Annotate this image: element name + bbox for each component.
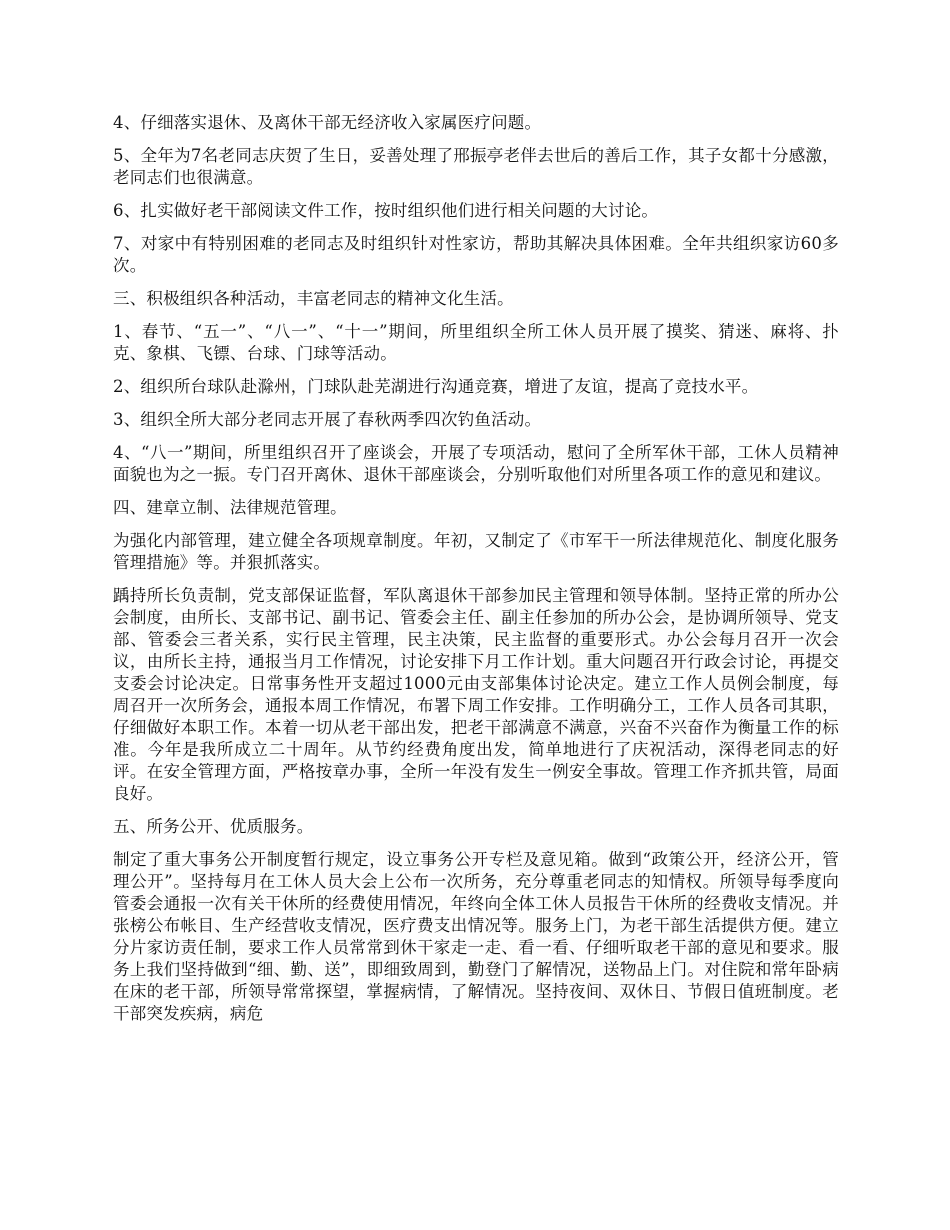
section-heading-3: 三、积极组织各种活动，丰富老同志的精神文化生活。	[113, 289, 514, 308]
section-heading-4: 四、建章立制、法律规范管理。	[113, 498, 347, 517]
paragraph-item-3-fishing: 3、组织全所大部分老同志开展了春秋两季四次钓鱼活动。	[113, 410, 542, 429]
paragraph-item-4-bayi-meeting: 4、“八一”期间，所里组织召开了座谈会，开展了专项活动，慰问了全所军休干部，工休人员精神面貌也为之一振。专门召开离休、退休干部座谈会，分别听取他们对所里各项工作的意见和建议。	[113, 443, 839, 484]
paragraph-item-6-reading: 6、扎实做好老干部阅读文件工作，按时组织他们进行相关问题的大讨论。	[113, 201, 659, 220]
paragraph-management-system: 踽持所长负责制，党支部保证监督，军队离退休干部参加民主管理和领导体制。坚持正常的所办公会制度，由所长、支部书记、副书记、管委会主任、副主任参加的所办公会，是协调所领导、党支部、管委会三者关系，实行民主管理，民主决策，民主监督的重要形式。办公会每月召开一次会议，由所长主持，通报当月工作情况，讨论安排下月工作计划。重大问题召开行政会讨论，再提交支委会讨论决定。日常事务性开支超过1000元由支部集体讨论决定。建立工作人员例会制度，每周召开一次所务会，通报本周工作情况，布署下周工作安排。工作明确分工，工作人员各司其职，仔细做好本职工作。本着一切从老干部出发，把老干部满意不满意，兴奋不兴奋作为衡量工作的标准。今年是我所成立二十周年。从节约经费角度出发，简单地进行了庆祝活动，深得老同志的好评。在安全管理方面，严格按章办事，全所一年没有发生一例安全事故。管理工作齐抓共管，局面良好。	[113, 586, 839, 803]
paragraph-item-7-home-visits: 7、对家中有特别困难的老同志及时组织针对性家访，帮助其解决具体困难。全年共组织家访60多次。	[113, 234, 839, 275]
paragraph-regulations: 为强化内部管理，建立健全各项规章制度。年初，又制定了《市军干一所法律规范化、制度化服务管理措施》等。并狠抓落实。	[113, 531, 839, 572]
paragraph-item-2-competitions: 2、组织所台球队赴滁州，门球队赴芜湖进行沟通竞赛，增进了友谊，提高了竞技水平。	[113, 377, 759, 396]
document-body	[113, 112, 839, 1036]
section-heading-5: 五、所务公开、优质服务。	[113, 817, 314, 836]
paragraph-public-affairs: 制定了重大事务公开制度暂行规定，设立事务公开专栏及意见箱。做到“政策公开，经济公开，管理公开”。坚持每月在工休人员大会上公布一次所务，充分尊重老同志的知情权。所领导每季度向管委会通报一次有关干休所的经费使用情况，年终向全体工休人员报告干休所的经费收支情况。并张榜公布帐目、生产经营收支情况，医疗费支出情况等。服务上门，为老干部生活提供方便。建立分片家访责任制，要求工作人员常常到休干家走一走、看一看、仔细听取老干部的意见和要求。服务上我们坚持做到“细、勤、送”，即细致周到，勤登门了解情况，送物品上门。对住院和常年卧病在床的老干部，所领导常常探望，掌握病情，了解情况。坚持夜间、双休日、节假日值班制度。老干部突发疾病，病危	[113, 850, 839, 1023]
paragraph-item-5-birthday: 5、全年为7名老同志庆贺了生日，妥善处理了邢振亭老伴去世后的善后工作，其子女都十分感激，老同志们也很满意。	[113, 146, 839, 187]
paragraph-item-1-holiday-activities: 1、春节、“五一”、“八一”、“十一”期间，所里组织全所工休人员开展了摸奖、猜迷、麻将、扑克、象棋、飞镖、台球、门球等活动。	[113, 322, 839, 363]
paragraph-item-4-medical: 4、仔细落实退休、及离休干部无经济收入家属医疗问题。	[113, 113, 542, 132]
